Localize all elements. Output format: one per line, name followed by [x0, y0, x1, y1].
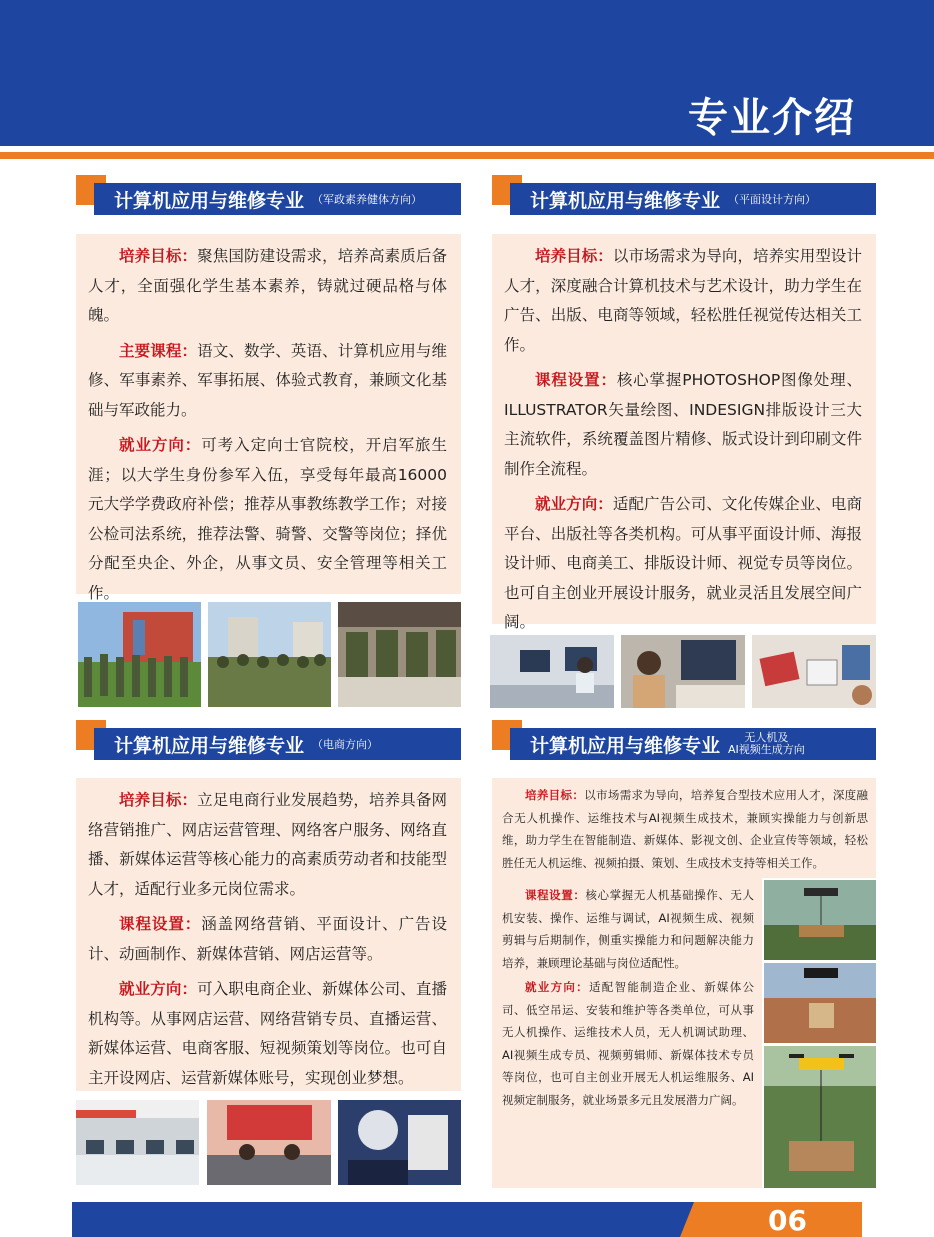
military-drill-photo [78, 602, 201, 707]
paragraph-courses: 课程设置：核心掌握PHOTOSHOP图像处理、ILLUSTRATOR矢量绘图、INDESIGN排版设计三大主流软件，系统覆盖图片精修、版式设计到印刷文件制作全流程。 [504, 371, 862, 478]
paragraph-goal: 培养目标：以市场需求为导向，培养实用型设计人才，深度融合计算机技术与艺术设计，助力学生在广告、出版、电商等领域，轻松胜任视觉传达相关工作。 [504, 247, 862, 354]
photo-studio-photo [338, 1100, 461, 1185]
paragraph-label: 就业方向： [535, 495, 613, 513]
military-parade-photo [208, 602, 331, 707]
paragraph-goal: 培养目标：以市场需求为导向，培养复合型技术应用人才，深度融合无人机操作、运维技术与AI视频生成技术，兼顾实操能力与创新思维，助力学生在智能制造、新媒体、影视文创、企业宣传等领域，轻松胜任无人机运维、视频拍摄、策划、生成技术支持等相关工作。 [502, 788, 869, 870]
section-drone-header [492, 720, 876, 760]
header-title-bar [510, 728, 876, 760]
paragraph-goal: 培养目标：立足电商行业发展趋势，培养具备网络营销推广、网店运营管理、网络客户服务、网络直播、新媒体运营等核心能力的高素质劳动者和技能型人才，适配行业多元岗位需求。 [88, 791, 447, 898]
section-title: 计算机应用与维修专业 [530, 189, 721, 212]
page-number: 06 [768, 1204, 807, 1237]
header-title-bar [94, 183, 461, 215]
paragraph-career: 就业方向：可考入定向士官院校，开启军旅生涯；以大学生身份参军入伍，享受每年最高16000元大学学费政府补偿；推荐从事教练教学工作；对接公检司法系统，推荐法警、骑警、交警等岗位；择优分配至央企、外企，从事文员、安全管理等相关工作。 [88, 436, 447, 602]
page-title: 专业介绍 [688, 95, 856, 141]
paragraph-label: 培养目标： [535, 247, 613, 265]
section-design-header [492, 175, 876, 215]
header-title-bar [510, 183, 876, 215]
paragraph-courses: 课程设置：核心掌握无人机基础操作、无人机安装、操作、运维与调试，AI视频生成、视频剪辑与后期制作，侧重实操能力和问题解决能力培养，兼顾理论基础与岗位适配性。 [502, 888, 755, 970]
paragraph-label: 就业方向： [119, 980, 198, 998]
paragraph-career: 就业方向：适配智能制造企业、新媒体公司、低空吊运、安装和维护等各类单位，可从事无人机操作、运维技术人员，无人机调试助理、AI视频生成专员、视频剪辑师、新媒体技术专员等岗位，也可自主创业开展无人机运维服务、AI视频定制服务，就业场景多元且发展潜力广阔。 [502, 980, 755, 1107]
section-drone-intro [492, 778, 876, 878]
paragraph-label: 培养目标： [525, 788, 585, 802]
paragraph-label: 就业方向： [119, 436, 202, 454]
paragraph-label: 培养目标： [119, 791, 198, 809]
ecommerce-office-photo [76, 1100, 199, 1185]
header-divider [0, 152, 934, 159]
paragraph-courses: 课程设置：涵盖网络营销、平面设计、广告设计、动画制作、新媒体营销、网店运营等。 [88, 915, 447, 963]
paragraph-label: 培养目标： [119, 247, 198, 265]
paragraph-goal: 培养目标：聚焦国防建设需求，培养高素质后备人才，全面强化学生基本素养，铸就过硬品格与体魄。 [88, 247, 447, 324]
section-direction: （军政素养健体方向） [312, 193, 423, 206]
paragraph-label: 课程设置： [535, 371, 617, 389]
paragraph-career: 就业方向：适配广告公司、文化传媒企业、电商平台、出版社等各类机构。可从事平面设计师、海报设计师、电商美工、排版设计师、视觉专员等岗位。也可自主创业开展设计服务，就业灵活且发展空间广阔。 [504, 495, 862, 631]
section-direction: （平面设计方向） [728, 193, 817, 206]
design-student-photo [621, 635, 745, 708]
paragraph-label: 就业方向： [525, 980, 589, 994]
section-ecommerce-content [76, 778, 461, 1091]
drone-forest-photo [764, 1046, 876, 1188]
section-title: 计算机应用与维修专业 [114, 189, 305, 212]
paragraph-career: 就业方向：可入职电商企业、新媒体公司、直播机构等。从事网店运营、网络营销专员、直播运营、新媒体运营、电商客服、短视频策划等岗位。也可自主开设网店、运营新媒体账号，实现创业梦想。 [88, 980, 447, 1087]
livestream-room-photo [207, 1100, 331, 1185]
section-title: 计算机应用与维修专业 [114, 734, 305, 757]
section-direction: （电商方向） [312, 738, 379, 751]
design-table-photo [752, 635, 876, 708]
paragraph-label: 课程设置： [525, 888, 586, 902]
section-drone-content [492, 878, 762, 1188]
drone-port-photo [764, 963, 876, 1043]
section-design-content [492, 234, 876, 631]
section-title: 计算机应用与维修专业 [530, 734, 721, 757]
paragraph-label: 主要课程： [119, 341, 198, 360]
paragraph-courses: 主要课程：语文、数学、英语、计算机应用与维修、军事素养、军事拓展、体验式教育，兼顾文化基础与军政能力。 [88, 341, 447, 419]
military-class-photo [338, 602, 461, 707]
drone-lifting-logs-photo [764, 880, 876, 960]
paragraph-label: 课程设置： [119, 915, 202, 933]
section-military-content [76, 234, 461, 602]
section-military-header [76, 175, 461, 215]
section-direction: 无人机及 AI视频生成方向 [728, 731, 805, 756]
computer-lab-photo [490, 635, 614, 708]
header-title-bar [94, 728, 461, 760]
section-ecommerce-header [76, 720, 461, 760]
